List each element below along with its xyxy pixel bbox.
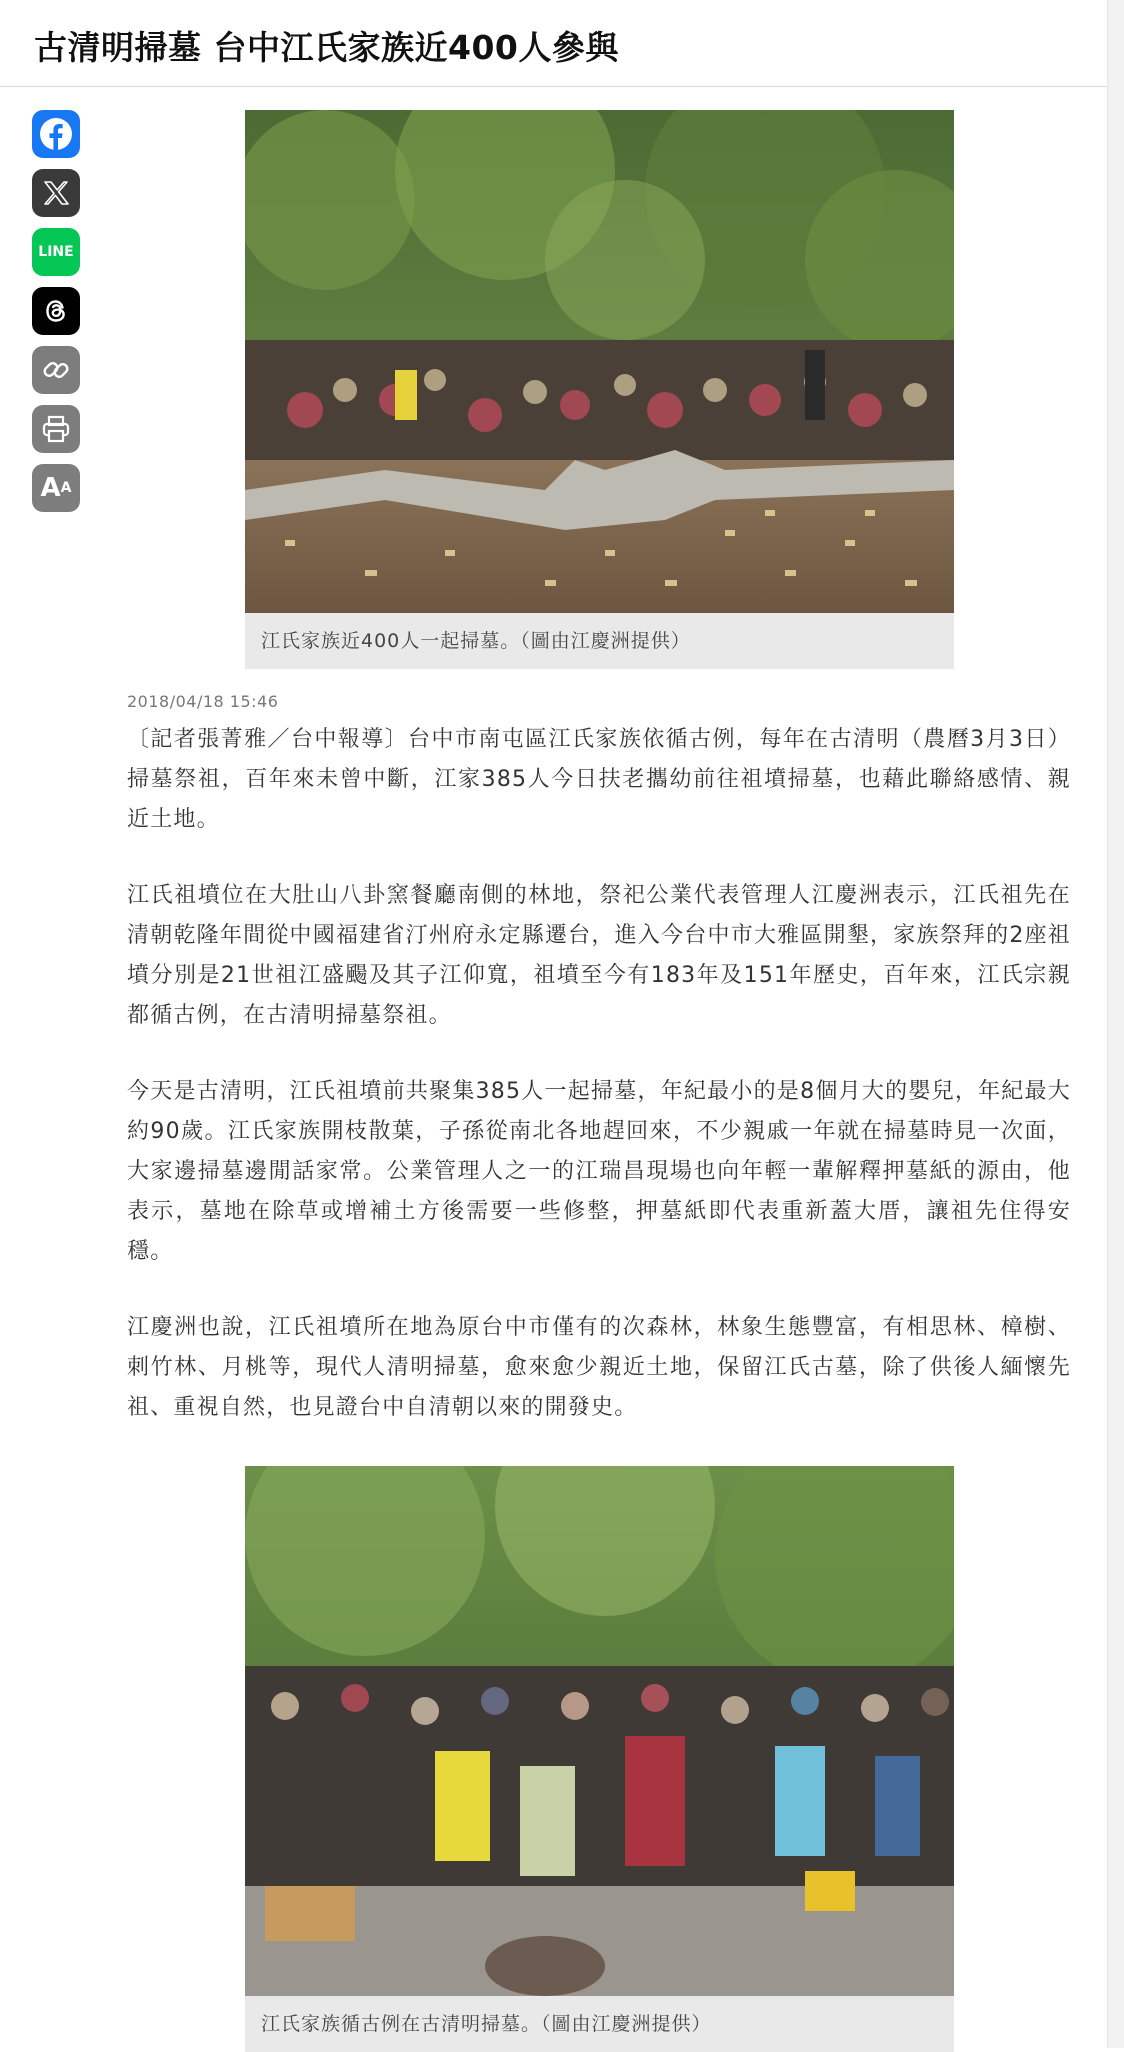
share-bar (32, 110, 80, 523)
figure-caption: 江氏家族循古例在古清明掃墓。（圖由江慶洲提供） (245, 1996, 954, 2052)
facebook-icon (39, 117, 73, 151)
print-icon (40, 413, 72, 445)
publish-date: 2018/04/18 15:46 (127, 692, 279, 711)
article-paragraph-2: 江氏祖墳位在大肚山八卦窯餐廳南側的林地，祭祀公業代表管理人江慶洲表示，江氏祖先在清朝乾隆年間從中國福建省汀州府永定縣遷台，進入今台中市大雅區開墾，家族祭拜的2座祖墳分別是21世祖江盛颺及其子江仰寬，祖墳至今有183年及151年歷史，百年來，江氏宗親都循古例，在古清明掃墓祭祖。 (127, 883, 1071, 1028)
photo-crowd-at-tomb (245, 110, 954, 613)
print-button[interactable] (32, 405, 80, 453)
link-icon (41, 355, 71, 385)
x-share-button[interactable] (32, 169, 80, 217)
copy-link-button[interactable] (32, 346, 80, 394)
scrollbar[interactable] (1107, 0, 1124, 2048)
photo-ritual-at-tomb (245, 1466, 954, 1996)
font-size-icon (41, 475, 72, 501)
line-icon: LINE (38, 244, 74, 260)
facebook-share-button[interactable] (32, 110, 80, 158)
article-paragraph-1: 〔記者張菁雅／台中報導〕台中市南屯區江氏家族依循古例，每年在古清明（農曆3月3日）掃墓祭祖，百年來未曾中斷，江家385人今日扶老攜幼前往祖墳掃墓，也藉此聯絡感情、親近土地。 (127, 727, 1071, 832)
article-paragraph-3: 今天是古清明，江氏祖墳前共聚集385人一起掃墓，年紀最小的是8個月大的嬰兒，年紀最大約90歲。江氏家族開枝散葉，子孫從南北各地趕回來，不少親戚一年就在掃墓時見一次面，大家邊掃墓邊閒話家常。公業管理人之一的江瑞昌現場也向年輕一輩解釋押墓紙的源由，他表示，墓地在除草或增補土方後需要一些修整，押墓紙即代表重新蓋大厝，讓祖先住得安穩。 (127, 1079, 1071, 1264)
photo-image (245, 1466, 954, 1996)
threads-icon (40, 295, 72, 327)
x-icon (41, 178, 71, 208)
article-figure-1 (245, 110, 954, 669)
article-paragraph-4: 江慶洲也說，江氏祖墳所在地為原台中市僅有的次森林，林象生態豐富，有相思林、樟樹、刺竹林、月桃等，現代人清明掃墓，愈來愈少親近土地，保留江氏古墓，除了供後人緬懷先祖、重視自然，也見證台中自清朝以來的開發史。 (127, 1315, 1071, 1420)
photo-image (245, 110, 954, 613)
font-size-large-letter: A (40, 473, 61, 503)
font-size-button[interactable] (32, 464, 80, 512)
line-share-button[interactable] (32, 228, 80, 276)
font-size-small-letter: A (60, 480, 72, 496)
threads-share-button[interactable] (32, 287, 80, 335)
figure-caption: 江氏家族近400人一起掃墓。（圖由江慶洲提供） (245, 613, 954, 669)
article-figure-2 (245, 1466, 954, 2052)
article-header (0, 0, 1108, 87)
article-title: 古清明掃墓 台中江氏家族近400人參與 (34, 28, 619, 67)
